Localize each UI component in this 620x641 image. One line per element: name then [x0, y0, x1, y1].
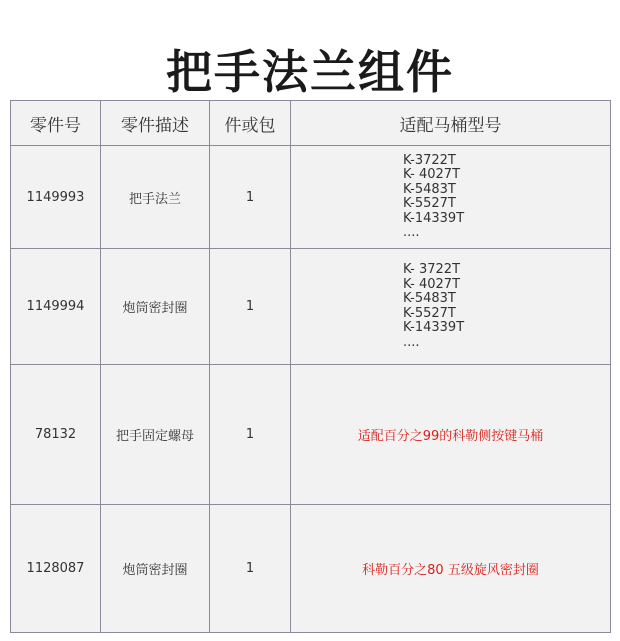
- model-item-ellipsis: ....: [403, 334, 420, 350]
- quantity-cell: 1: [210, 505, 291, 633]
- model-item: K-5483T: [403, 181, 456, 197]
- header-part-no: 零件号: [11, 101, 101, 146]
- description-cell: 把手法兰: [101, 146, 210, 249]
- part-no-cell: 1149994: [11, 249, 101, 365]
- quantity-cell: 1: [210, 249, 291, 365]
- model-item: K- 4027T: [403, 167, 461, 182]
- compatibility-note: 科勒百分之80 五级旋风密封圈: [291, 505, 611, 633]
- description-cell: 炮筒密封圈: [101, 249, 210, 365]
- header-compatible-models: 适配马桶型号: [291, 101, 611, 146]
- part-no-cell: 78132: [11, 365, 101, 505]
- header-description: 零件描述: [101, 101, 210, 146]
- quantity-cell: 1: [210, 365, 291, 505]
- part-no-cell: 1149993: [11, 146, 101, 249]
- table-row: [11, 505, 611, 633]
- page-title: 把手法兰组件: [166, 45, 454, 99]
- model-item: K-5527T: [403, 196, 456, 211]
- model-item: K-5527T: [403, 305, 456, 321]
- model-item: K-3722T: [403, 152, 456, 168]
- models-cell: [291, 146, 611, 249]
- model-item: K-14339T: [403, 210, 465, 226]
- model-item: K-14339T: [403, 320, 465, 335]
- header-quantity: 件或包: [210, 101, 291, 146]
- model-item-ellipsis: ....: [403, 225, 420, 240]
- description-cell: 把手固定螺母: [101, 365, 210, 505]
- parts-table: [10, 100, 611, 633]
- model-item: K- 3722T: [403, 262, 461, 277]
- models-cell: [291, 249, 611, 365]
- compatibility-note: 适配百分之99的科勒侧按键马桶: [291, 365, 611, 505]
- table-header-row: [11, 101, 611, 146]
- description-cell: 炮筒密封圈: [101, 505, 210, 633]
- part-no-cell: 1128087: [11, 505, 101, 633]
- table-row: [11, 146, 611, 249]
- table-row: [11, 249, 611, 365]
- model-item: K- 4027T: [403, 276, 461, 292]
- model-item: K-5483T: [403, 291, 456, 306]
- quantity-cell: 1: [210, 146, 291, 249]
- table-row: [11, 365, 611, 505]
